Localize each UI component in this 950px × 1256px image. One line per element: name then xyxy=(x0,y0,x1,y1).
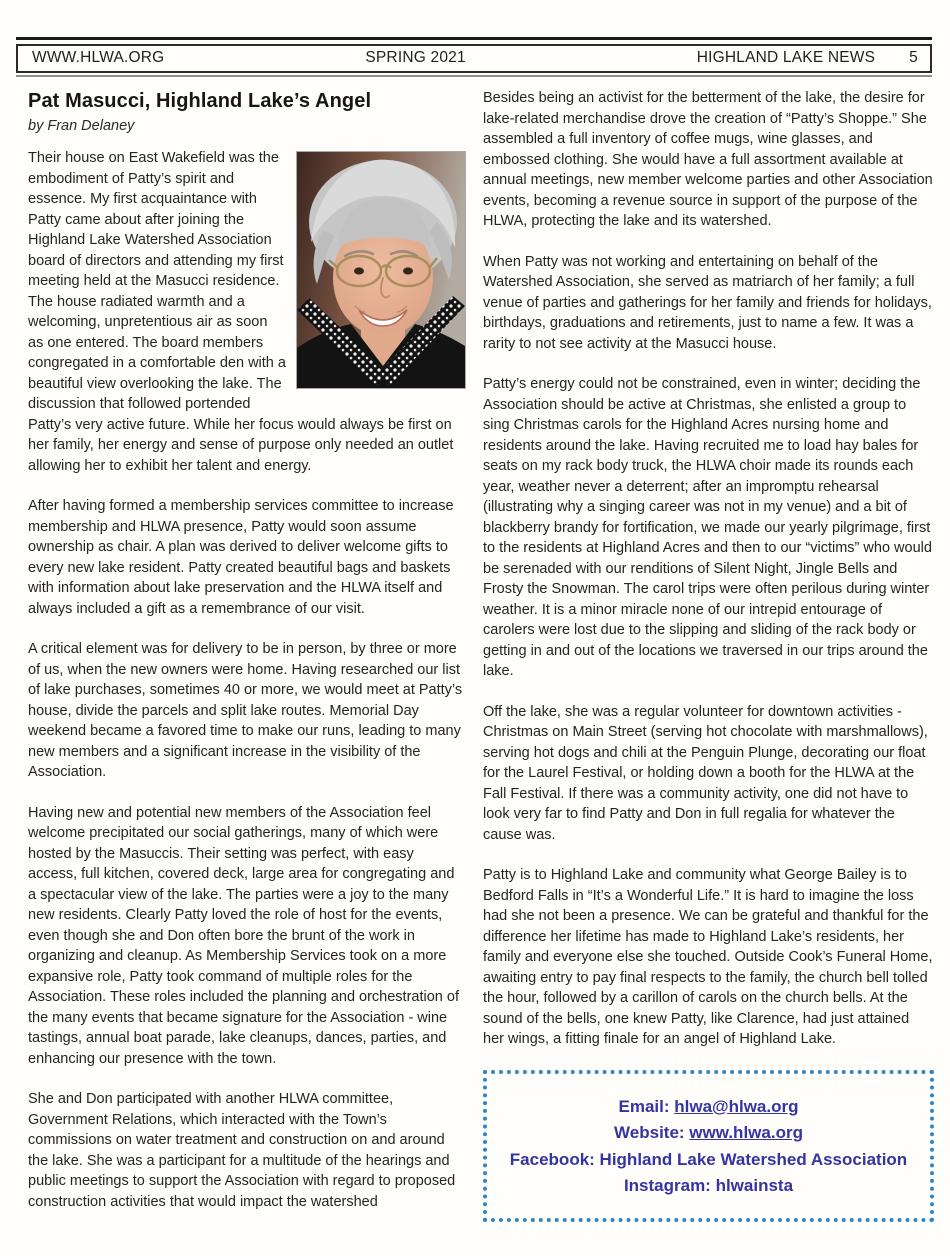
header-issue: SPRING 2021 xyxy=(365,49,466,66)
facebook-label: Facebook: xyxy=(509,1149,600,1169)
portrait-illustration xyxy=(297,152,465,388)
email-label: Email: xyxy=(618,1096,675,1116)
page-header xyxy=(0,0,950,77)
website-link[interactable]: www.hlwa.org xyxy=(689,1123,803,1142)
contact-info-box xyxy=(483,1070,934,1222)
contact-email-line xyxy=(495,1094,922,1121)
left-column xyxy=(28,88,466,1222)
article-byline: by Fran Delaney xyxy=(28,118,135,134)
website-label: Website: xyxy=(614,1123,690,1142)
article-paragraph: Patty’s energy could not be constrained, even in winter; deciding the Association should be active at Christmas, she enlisted a group to sing Christmas carols for the Highland Acres nursing home and residents around the lake. Having recruited me to load hay bales for seats on my rack body truck, the HLWA choir made its rounds each year, weather never a deterrent; after an impromptu rehearsal (illustrating why a singing career was not in my venue) and a bit of blackberry brandy for fortification, we made our yearly pilgrimage, first to the residents at Highland Acres and then to our “victims” who would be serenaded with our renditions of Silent Night, Jingle Bells and Frosty the Snowman. The carol trips were often perilous during winter weather. It is a minor miracle none of our intrepid entourage of carolers were lost due to the slipping and sliding of the rack body or getting in and out of the locations we traversed in our trips around the lake. xyxy=(483,376,932,679)
article-paragraph: She and Don participated with another HLWA committee, Government Relations, which interacted with the Town’s commissions on water treatment and construction on and around the lake. She was a participant for a multitude of the hearings and public meetings to support the Association with regard to proposed construction activities that would impact the watershed xyxy=(28,1091,456,1210)
facebook-value: Highland Lake Watershed Association xyxy=(599,1149,908,1169)
article-paragraph: A critical element was for delivery to be in person, by three or more of us, when the new owners were home. Having researched our list of lake purchases, sometimes 40 or more, we would meet at Patty’s house, divide the parcels and split lake routes. Memorial Day weekend became a favored time to make our runs, leading to many new members and a significant increase in the visibility of the Association. xyxy=(28,641,463,780)
portrait-photo xyxy=(296,151,466,389)
article-paragraph xyxy=(28,148,466,476)
header-bar xyxy=(16,44,932,73)
article-paragraph: Besides being an activist for the betterment of the lake, the desire for lake-related merchandise drove the creation of “Patty’s Shoppe.” She assembled a full inventory of coffee mugs, wine glasses, and embossed clothing. She would have a full assortment available at annual meetings, new member welcome parties and other Association events, becoming a revenue source in support of the purpose of the HLWA, protecting the lake and its watershed. xyxy=(483,90,933,229)
article-columns xyxy=(0,77,950,1222)
header-url: WWW.HLWA.ORG xyxy=(32,49,165,66)
paragraph-text: Their house on East Wakefield was the embodiment of Patty’s spirit and essence. My first acquaintance with Patty came about after joining the Highland Lake Watershed Association board of directors and attending my first meeting held at the Masucci residence. The house radiated warmth and a welcoming, unpretentious air as soon as one entered. The board members congregated in a comfortable den with a beautiful view overlooking the lake. The discussion that followed portended Patty’s very active future. While her focus would always be first on her family, her energy and sense of purpose only needed an outlet allowing her to exhibit her talent and energy. xyxy=(28,150,454,474)
article-paragraph: After having formed a membership services committee to increase membership and HLWA presence, Patty would soon assume ownership as chair. A plan was derived to deliver welcome gifts to every new lake resident. Patty created beautiful bags and baskets with information about lake preservation and the HLWA itself and always included a gift as a remembrance of our visit. xyxy=(28,498,454,617)
instagram-value: hlwainsta xyxy=(715,1176,794,1195)
article-paragraph: Having new and potential new members of the Association feel welcome precipitated our social gatherings, many of which were hosted by the Masuccis. Their setting was perfect, with easy access, full kitchen, covered deck, large area for congregating and a spectacular view of the lake. The parties were a joy to the many new residents. Clearly Patty loved the role of host for the events, even though she and Don often bore the brunt of the work in organizing and cleanup. As Membership Services took on a more expansive role, Patty took command of multiple roles for the Association. These roles included the planning and orchestration of the many events that became signature for the Association - wine tastings, annual boat parade, lake cleanups, dances, parties, and enhancing our presence with the town. xyxy=(28,804,459,1067)
header-top-rule xyxy=(16,37,932,40)
header-publication: HIGHLAND LAKE NEWS xyxy=(696,49,876,66)
contact-facebook-line xyxy=(495,1147,922,1174)
email-link[interactable]: hlwa@hlwa.org xyxy=(674,1096,799,1116)
instagram-label: Instagram: xyxy=(623,1176,716,1195)
article-paragraph: Off the lake, she was a regular volunteer for downtown activities - Christmas on Main Street (serving hot chocolate with marshmallows), serving hot dogs and chili at the Penguin Plunge, decorating our float for the Laurel Festival, or holding down a booth for the HLWA at the Fall Festival. If there was a community activity, one did not have to look very far to find Patty and Don in full regalia for whatever the cause was. xyxy=(483,703,928,843)
right-column xyxy=(483,88,934,1222)
article-paragraph: When Patty was not working and entertaining on behalf of the Watershed Association, she served as matriarch of her family; a full venue of parties and gatherings for her family and friends for holidays, birthdays, graduations and retirements, just to name a few. It was a rarity to not see activity at the Masucci house. xyxy=(483,253,932,352)
article-paragraph: Patty is to Highland Lake and community what George Bailey is to Bedford Falls in “It’s a Wonderful Life.” It is hard to imagine the loss had she not been a presence. We can be grateful and thankful for the difference her lifetime has made to Highland Lake’s residents, her family and everyone else she touched. Outside Cook’s Funeral Home, awaiting entry to pay final respects to the family, the church bell tolled the hour, followed by a carillon of carols on the church bells. At the sound of the bells, one knew Patty, like Clarence, had just attained her wings, a fitting finale for an angel of Highland Lake. xyxy=(483,867,933,1047)
article-title: Pat Masucci, Highland Lake’s Angel xyxy=(28,90,372,112)
contact-instagram-line xyxy=(495,1173,922,1200)
header-page-number: 5 xyxy=(909,49,918,66)
contact-website-line xyxy=(495,1120,922,1147)
